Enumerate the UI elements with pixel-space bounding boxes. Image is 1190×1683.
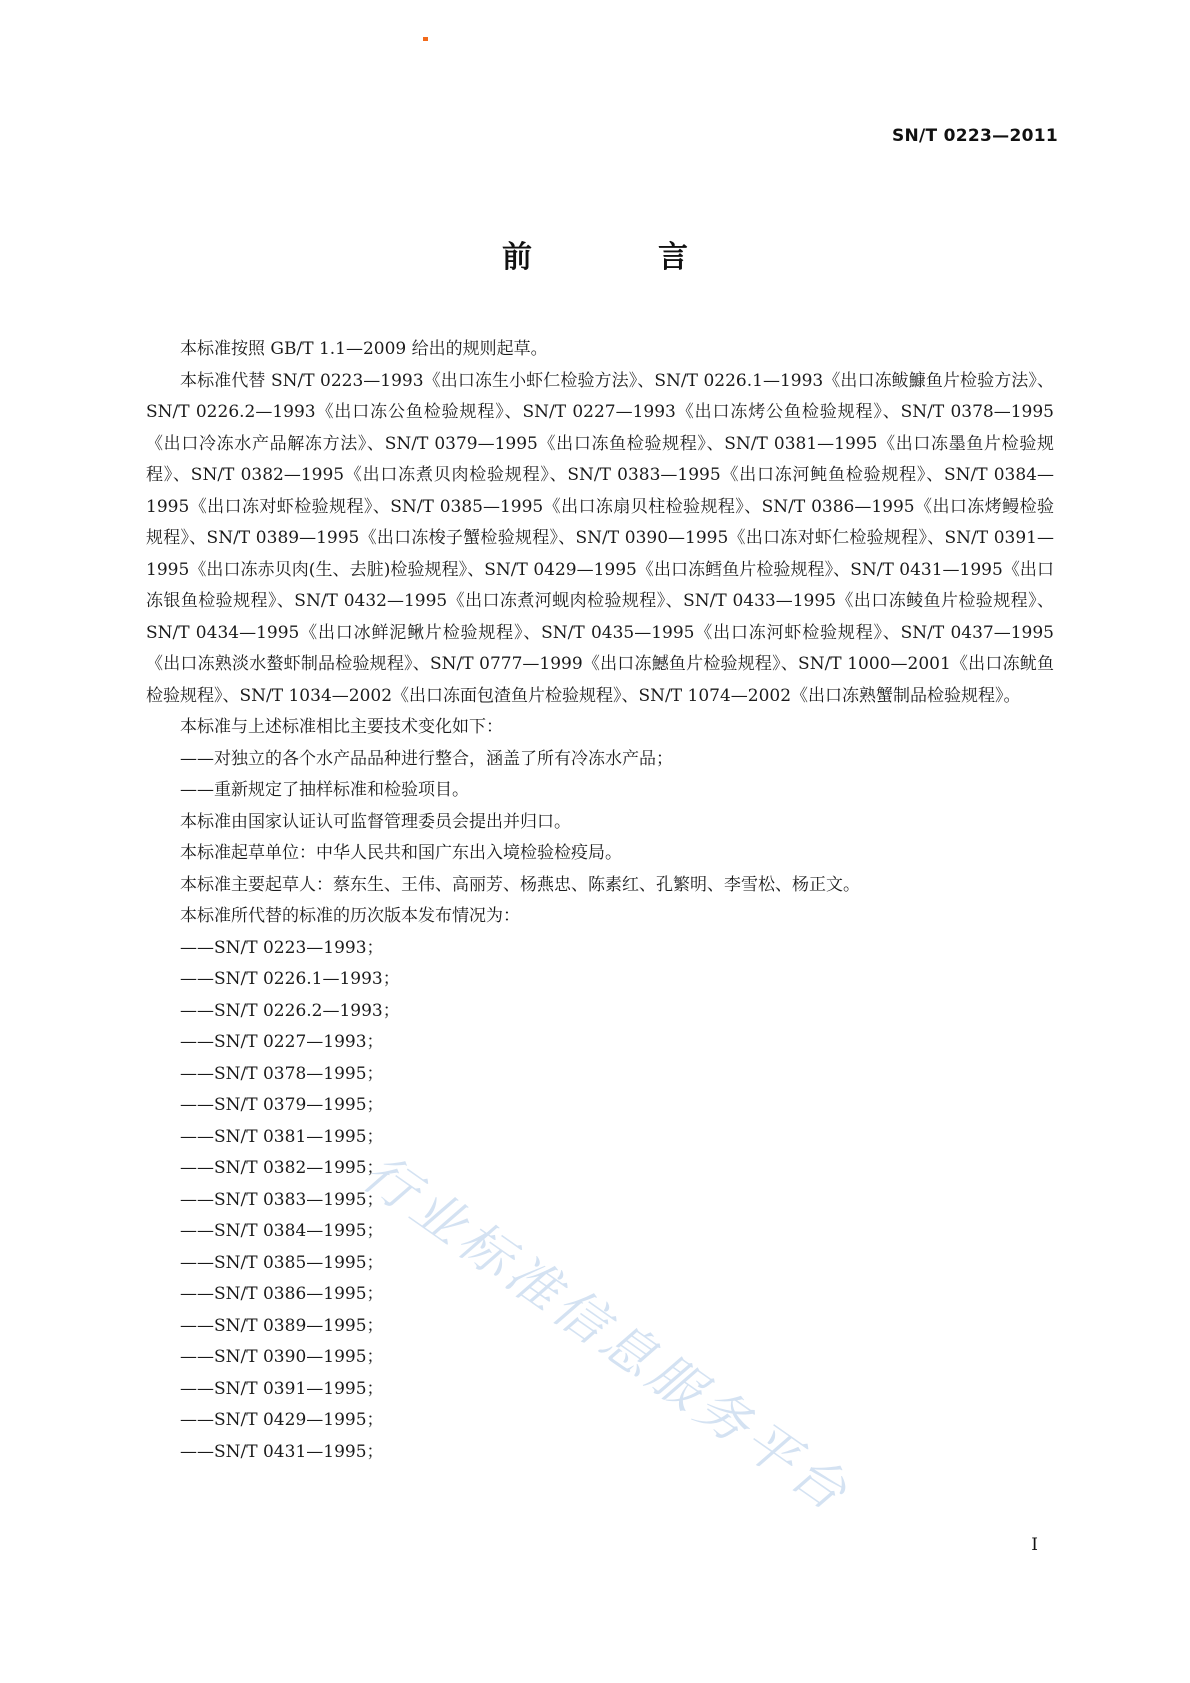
history-item: ——SN/T 0223—1993； bbox=[180, 937, 384, 958]
orange-marker bbox=[423, 37, 428, 41]
history-item: ——SN/T 0226.1—1993； bbox=[180, 969, 400, 989]
history-list bbox=[146, 933, 1054, 1469]
history-item: ——SN/T 0390—1995； bbox=[180, 1347, 384, 1367]
paragraph-replaced-standards: 本标准代替 SN/T 0223—1993《出口冻生小虾仁检验方法》、SN/T 0226.1—1993《出口冻鲅鱇鱼片检验方法》、SN/T 0226.2—1993《出口冻公鱼检验规程》、SN/T 0227—1993《出口冻烤公鱼检验规程》、SN/T 0378—1995《出口冷冻水产品解冻方法》、SN/T 0379—1995《出口冻鱼检验规程》、SN/T 0381—1995《出口冻墨鱼片检验规程》、SN/T 0382—1995《出口冻煮贝肉检验规程》、SN/T 0383—1995《出口冻河鲀鱼检验规程》、SN/T 0384—1995《出口冻对虾检验规程》、SN/T 0385—1995《出口冻扇贝柱检验规程》、SN/T 0386—1995《出口冻烤鳗检验规程》、SN/T 0389—1995《出口冻梭子蟹检验规程》、SN/T 0390—1995《出口冻对虾仁检验规程》、SN/T 0391—1995《出口冻赤贝肉(生、去脏)检验规程》、SN/T 0429—1995《出口冻鳕鱼片检验规程》、SN/T 0431—1995《出口冻银鱼检验规程》、SN/T 0432—1995《出口冻煮河蚬肉检验规程》、SN/T 0433—1995《出口冻鲮鱼片检验规程》、SN/T 0434—1995《出口冰鲜泥鳅片检验规程》、SN/T 0435—1995《出口冻河虾检验规程》、SN/T 0437—1995《出口冻熟淡水螯虾制品检验规程》、SN/T 0777—1999《出口冻鱤鱼片检验规程》、SN/T 1000—2001《出口冻鱿鱼检验规程》、SN/T 1034—2002《出口冻面包渣鱼片检验规程》、SN/T 1074—2002《出口冻熟蟹制品检验规程》。 bbox=[146, 370, 1054, 706]
history-item: ——SN/T 0384—1995； bbox=[180, 1221, 384, 1241]
history-item: ——SN/T 0386—1995； bbox=[180, 1284, 384, 1304]
history-item: ——SN/T 0391—1995； bbox=[180, 1378, 384, 1399]
paragraph-drafting-unit: 本标准起草单位：中华人民共和国广东出入境检验检疫局。 bbox=[180, 843, 622, 863]
standard-code: SN/T 0223—2011 bbox=[891, 126, 1058, 146]
paragraph-drafters: 本标准主要起草人：蔡东生、王伟、高丽芳、杨燕忠、陈素红、孔繁明、李雪松、杨正文。 bbox=[180, 874, 860, 895]
paragraph-history-intro: 本标准所代替的标准的历次版本发布情况为： bbox=[180, 906, 520, 926]
history-item: ——SN/T 0429—1995； bbox=[180, 1410, 384, 1430]
history-item: ——SN/T 0227—1993； bbox=[180, 1032, 384, 1052]
change-item-2: ——重新规定了抽样标准和检验项目。 bbox=[180, 780, 469, 800]
foreword-body bbox=[146, 334, 1054, 1468]
page-title: 前 言 bbox=[502, 240, 736, 275]
page-number: I bbox=[1031, 1535, 1038, 1555]
paragraph-proposer: 本标准由国家认证认可监督管理委员会提出并归口。 bbox=[180, 811, 571, 832]
history-item: ——SN/T 0378—1995； bbox=[180, 1063, 384, 1084]
change-item-1: ——对独立的各个水产品品种进行整合，涵盖了所有冷冻水产品； bbox=[180, 748, 673, 769]
paragraph-drafting-rules: 本标准按照 GB/T 1.1—2009 给出的规则起草。 bbox=[180, 339, 548, 359]
history-item: ——SN/T 0379—1995； bbox=[180, 1095, 384, 1115]
watermark: 行业标准信息服务平台 bbox=[351, 1143, 862, 1526]
history-item: ——SN/T 0389—1995； bbox=[180, 1315, 384, 1336]
history-item: ——SN/T 0383—1995； bbox=[180, 1189, 384, 1210]
paragraph-changes-intro: 本标准与上述标准相比主要技术变化如下： bbox=[180, 717, 503, 737]
history-item: ——SN/T 0382—1995； bbox=[180, 1158, 384, 1178]
history-item: ——SN/T 0385—1995； bbox=[180, 1252, 384, 1273]
history-item: ——SN/T 0431—1995； bbox=[180, 1441, 384, 1462]
history-item: ——SN/T 0381—1995； bbox=[180, 1126, 384, 1147]
history-item: ——SN/T 0226.2—1993； bbox=[180, 1000, 400, 1021]
